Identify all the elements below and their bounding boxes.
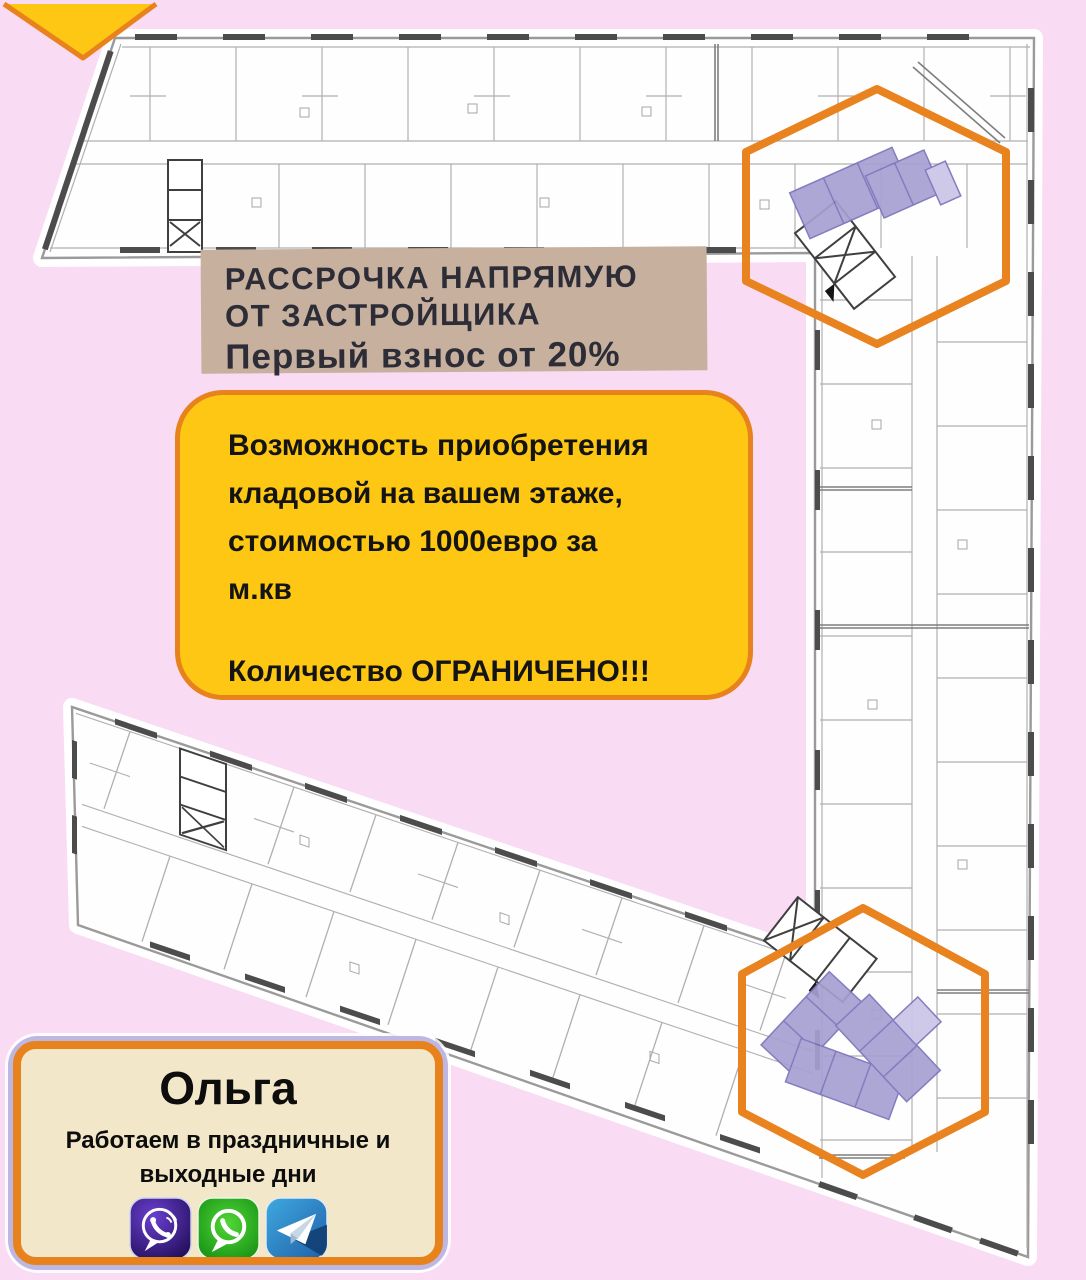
messenger-icons (21, 1197, 435, 1260)
contact-card (8, 1036, 448, 1270)
whatsapp-icon[interactable] (197, 1197, 260, 1260)
telegram-icon[interactable] (265, 1197, 328, 1260)
banner-line: ОТ ЗАСТРОЙЩИКА (224, 296, 542, 334)
offer-line: кладовой на вашем этаже, (228, 477, 623, 510)
viber-icon[interactable] (129, 1197, 192, 1260)
working-hours-line: выходные дни (139, 1161, 317, 1188)
banner-line: РАССРОЧКА НАПРЯМУЮ (224, 258, 639, 297)
working-hours-line: Работаем в праздничные и (65, 1127, 391, 1154)
offer-warning: Количество ОГРАНИЧЕНО!!! (228, 655, 650, 688)
installment-banner (201, 246, 708, 377)
offer-line: Возможность приобретения (228, 429, 649, 462)
offer-bubble (175, 390, 753, 700)
offer-line: м.кв (228, 573, 292, 606)
contact-card-body (13, 1041, 443, 1265)
contact-name: Ольга (159, 1062, 297, 1114)
offer-line: стоимостью 1000евро за (228, 525, 598, 558)
bubble-tail (0, 0, 160, 66)
working-hours-note (21, 1124, 435, 1192)
banner-subline: Первый взнос от 20% (225, 334, 621, 377)
